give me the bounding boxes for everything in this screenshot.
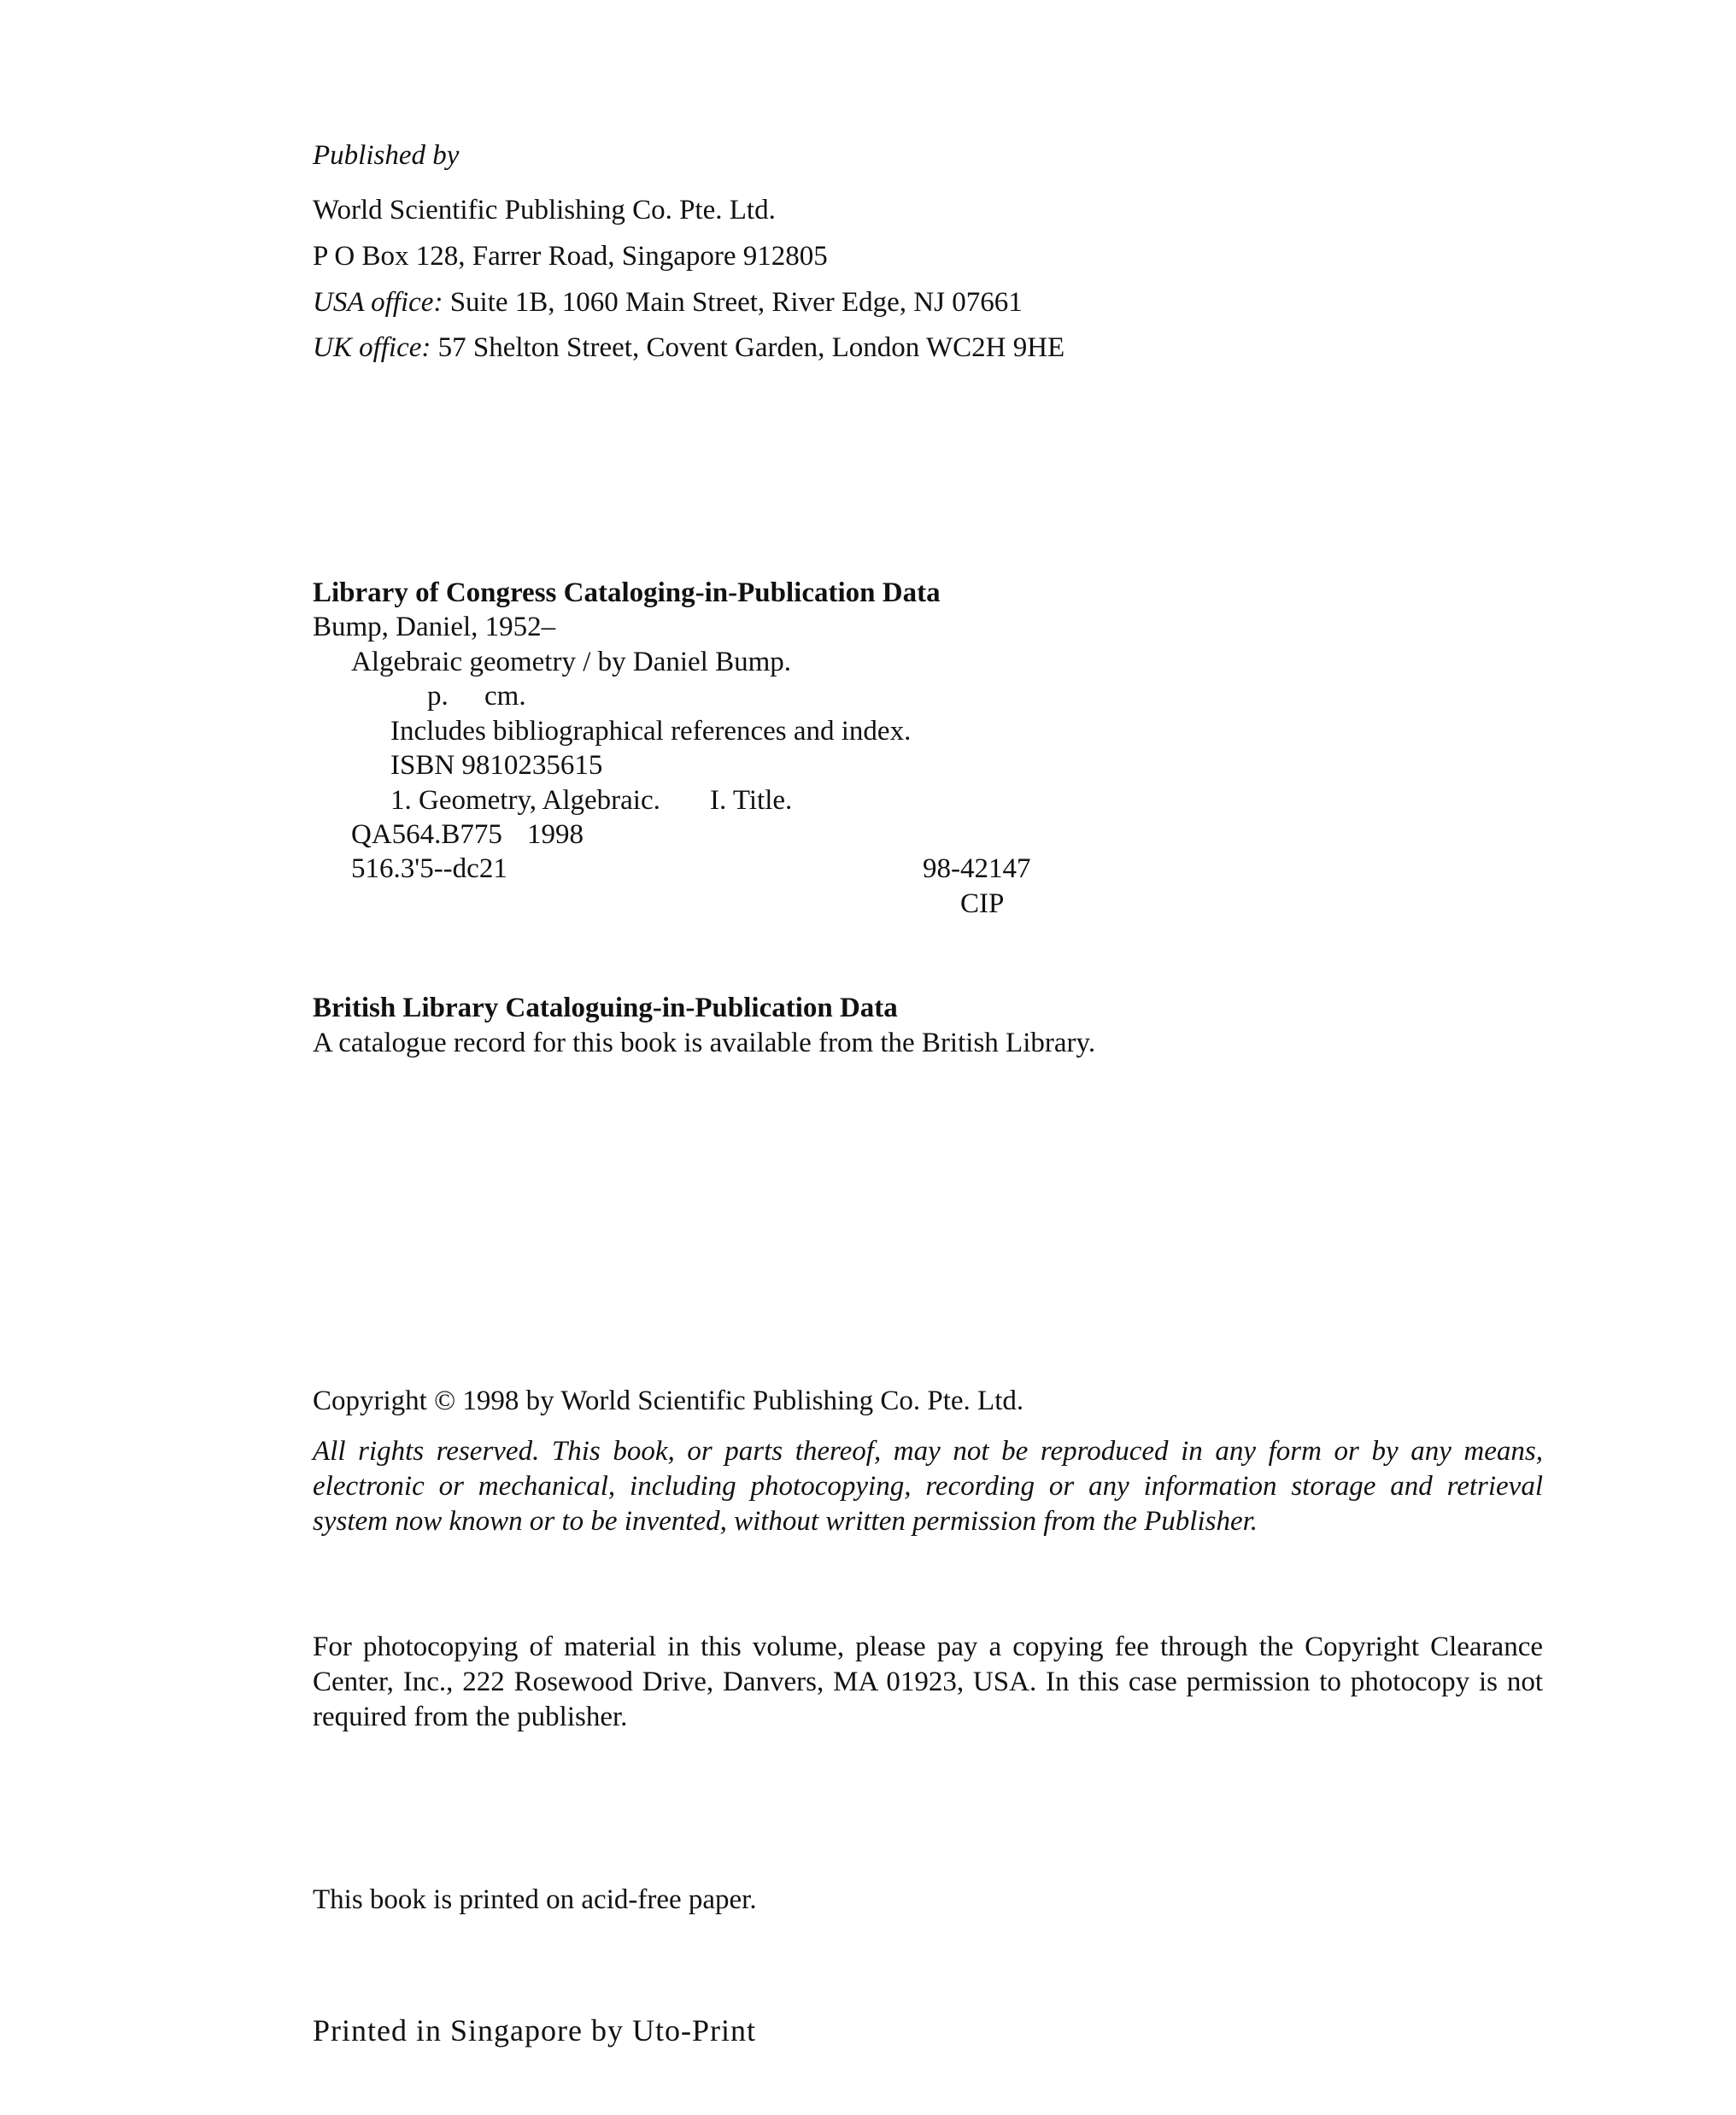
loc-isbn: ISBN 9810235615	[390, 750, 603, 781]
loc-cip-heading: Library of Congress Cataloging-in-Publication Data	[313, 577, 941, 608]
loc-title-entry: I. Title.	[710, 785, 793, 816]
loc-dewey: 516.3'5--dc21	[351, 853, 507, 884]
uk-office-label: UK office:	[313, 332, 431, 363]
usa-office-address: Suite 1B, 1060 Main Street, River Edge, NJ 07661	[449, 287, 1023, 318]
copyright-line: Copyright © 1998 by World Scientific Publishing Co. Pte. Ltd.	[313, 1386, 1024, 1416]
loc-title: Algebraic geometry / by Daniel Bump.	[351, 647, 792, 677]
publisher-address: P O Box 128, Farrer Road, Singapore 912805	[313, 241, 828, 272]
loc-cip-mark: CIP	[960, 888, 1005, 919]
rights-statement: All rights reserved. This book, or parts thereof, may not be reproduced in any form or by any means, electronic or mechanical, including photocopying, recording or any information storage and retrieval system now known or to be invented, without written permission from the Publisher.	[313, 1436, 1543, 1537]
usa-office-line	[313, 285, 1023, 319]
bl-cip-text: A catalogue record for this book is available from the British Library.	[313, 1028, 1096, 1058]
loc-note: Includes bibliographical references and index.	[390, 716, 912, 747]
loc-lccn: 98-42147	[923, 853, 1031, 884]
uk-office-address: 57 Shelton Street, Covent Garden, London WC2H 9HE	[437, 332, 1065, 363]
loc-pages: p.	[427, 681, 449, 712]
acid-free-note: This book is printed on acid-free paper.	[313, 1884, 757, 1915]
loc-author: Bump, Daniel, 1952–	[313, 612, 556, 642]
loc-call-number: QA564.B775	[351, 819, 502, 850]
published-by-label: Published by	[313, 140, 460, 171]
bl-cip-heading: British Library Cataloguing-in-Publication Data	[313, 993, 898, 1023]
loc-size: cm.	[484, 681, 526, 712]
printed-by: Printed in Singapore by Uto-Print	[313, 2013, 756, 2048]
loc-year: 1998	[527, 819, 584, 850]
uk-office-line	[313, 331, 1064, 365]
loc-subject: 1. Geometry, Algebraic.	[390, 785, 660, 816]
publisher-name: World Scientific Publishing Co. Pte. Ltd.	[313, 195, 776, 226]
photocopy-notice: For photocopying of material in this volume, please pay a copying fee through the Copyright Clearance Center, Inc., 222 Rosewood Drive, Danvers, MA 01923, USA. In this case permission to photocopy is not required from the publisher.	[313, 1632, 1543, 1732]
usa-office-label: USA office:	[313, 287, 443, 318]
